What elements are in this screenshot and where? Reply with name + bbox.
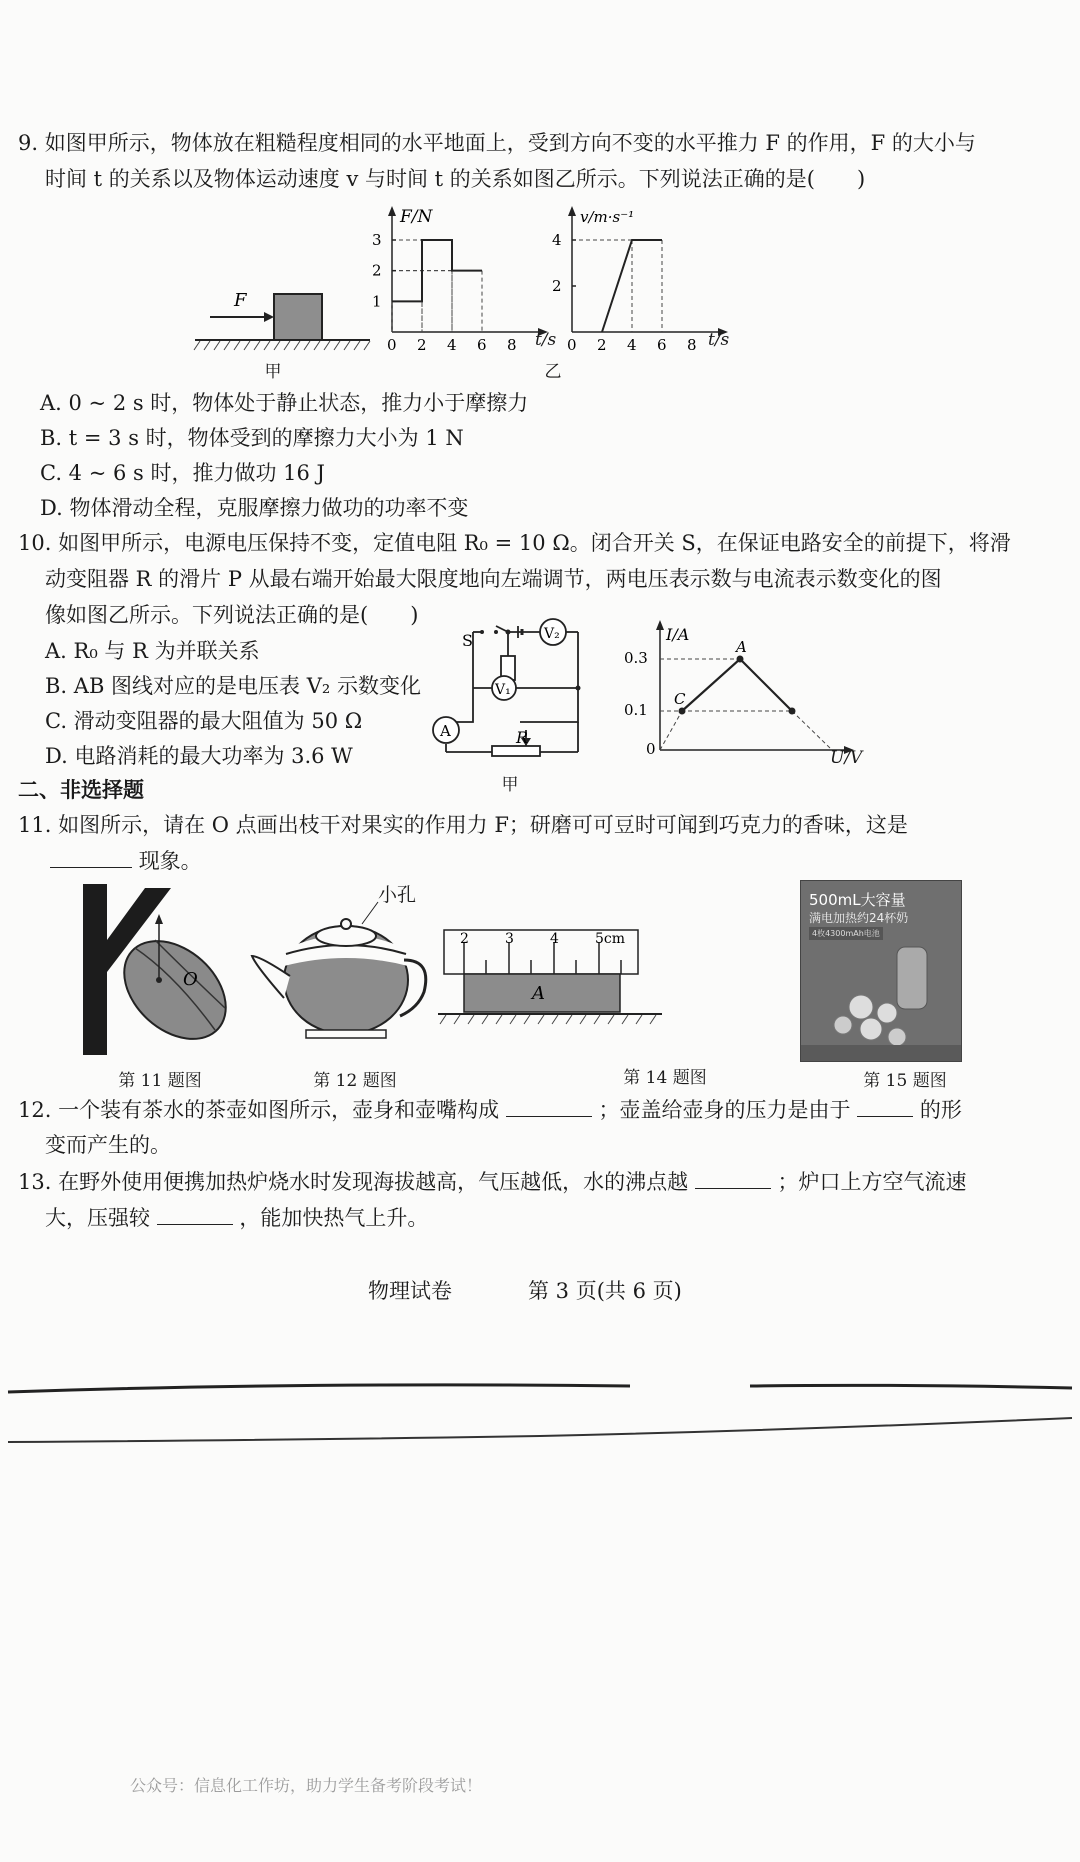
q9-option-b[interactable]: B. t = 3 s 时，物体受到的摩擦力大小为 1 N: [40, 426, 464, 450]
q11-line2: 现象。: [50, 845, 202, 876]
scan-artifact-lines: [0, 1370, 1080, 1490]
switch-label: S: [462, 631, 473, 650]
y-tick-0.3: 0.3: [624, 649, 648, 667]
f-y-tick-3: 3: [372, 231, 382, 249]
point-c: [679, 708, 686, 715]
y-axis-label: v/m·s⁻¹: [580, 208, 635, 226]
q9-line2: 时间 t 的关系以及物体运动速度 v 与时间 t 的关系如图乙所示。下列说法正确的是( ): [45, 167, 866, 191]
v-x-tick-8: 8: [687, 336, 697, 354]
fig15-ad-line2: 满电加热约24杯奶: [809, 911, 909, 925]
f-x-axis-label: t/s: [535, 330, 557, 350]
q10-iu-graph: [620, 612, 865, 772]
point-a-label: A: [736, 638, 747, 656]
q10-option-b[interactable]: B. AB 图线对应的是电压表 V₂ 示数变化: [45, 674, 421, 698]
f-x-tick-8: 8: [507, 336, 517, 354]
q10-circuit: [430, 612, 600, 767]
v2-label: V₂: [544, 626, 560, 642]
ruler-tick-3: 3: [505, 931, 514, 947]
q13-line2: 大，压强较 ，能加快热气上升。: [45, 1202, 428, 1233]
q10-line2: 动变阻器 R 的滑片 P 从最右端开始最大限度地向左端调节，两电压表示数与电流表示数变化的图: [45, 567, 942, 591]
fig12-caption: 第 12 题图: [313, 1071, 397, 1091]
q13-line1: 13. 在野外使用便携加热炉烧水时发现海拔越高，气压越低，水的沸点越 ；炉口上方空气流速: [18, 1166, 966, 1197]
q12-line2: 变而产生的。: [45, 1133, 171, 1157]
fig15-ad-line1: 500mL大容量: [809, 891, 906, 909]
point-o-label: O: [183, 969, 198, 990]
f-x-tick-4: 4: [447, 336, 457, 354]
y-tick-0.1: 0.1: [624, 701, 648, 719]
q10-line3: 像如图乙所示。下列说法正确的是( ): [45, 603, 419, 627]
q9-option-c[interactable]: C. 4 ~ 6 s 时，推力做功 16 J: [40, 461, 325, 485]
force-label: F: [234, 290, 247, 311]
fig14-ruler: [438, 928, 668, 1028]
watermark: 公众号：信息化工作坊，助力学生备考阶段考试！: [130, 1776, 483, 1795]
f-x-tick-2: 2: [417, 336, 427, 354]
v-x-tick-2: 2: [597, 336, 607, 354]
point-b: [789, 708, 796, 715]
fig12-hole-label: 小孔: [378, 884, 417, 906]
q10-line1: 10. 如图甲所示，电源电压保持不变，定值电阻 R₀ = 10 Ω。闭合开关 S，在保证电路安全的前提下，将滑: [18, 531, 1011, 555]
origin-label: 0: [646, 740, 656, 758]
v-y-tick-2: 2: [552, 277, 562, 295]
ruler-tick-5: 5cm: [595, 931, 626, 947]
ab-line: [682, 659, 792, 711]
fig14-caption: 第 14 题图: [623, 1068, 707, 1088]
teapot-lid-knob: [341, 919, 351, 929]
fig15-ad-line3: 4枚4300mAh电池: [809, 927, 883, 940]
fig15-photo: [800, 880, 962, 1062]
caption-yi: 乙: [544, 362, 562, 382]
q11-blank[interactable]: [50, 845, 132, 868]
q10-option-c[interactable]: C. 滑动变阻器的最大阻值为 50 Ω: [45, 709, 363, 733]
iu-x-axis-label: U/V: [830, 748, 863, 768]
footer-page: 第 3 页(共 6 页): [528, 1279, 682, 1303]
v-t-chart: [540, 200, 735, 360]
f-y-tick-2: 2: [372, 261, 382, 280]
section-heading: 二、非选择题: [18, 778, 144, 802]
q12-line1: 12. 一个装有茶水的茶壶如图所示，壶身和壶嘴构成 ；壶盖给壶身的压力是由于 的形: [18, 1094, 962, 1125]
block: [274, 294, 322, 340]
ruler-tick-2: 2: [460, 931, 469, 947]
v1-label: V₁: [495, 682, 511, 698]
v-x-axis-label: t/s: [708, 330, 730, 350]
q12-blank-2[interactable]: [857, 1094, 913, 1117]
fig11-cocoa: [75, 880, 240, 1055]
y-axis-label: F/N: [400, 207, 433, 227]
v-y-tick-4: 4: [552, 231, 562, 249]
ruler-tick-4: 4: [550, 931, 559, 947]
ammeter-label: A: [440, 722, 451, 740]
fig15-bottle-art: [801, 941, 961, 1061]
f-t-chart: [360, 200, 555, 360]
point-a: [737, 656, 744, 663]
f-x-tick-0: 0: [387, 336, 397, 354]
q13-blank-1[interactable]: [695, 1166, 771, 1189]
q9-option-d[interactable]: D. 物体滑动全程，克服摩擦力做功的功率不变: [40, 496, 469, 520]
caption-circuit-jia: 甲: [501, 775, 519, 795]
v-x-tick-0: 0: [567, 336, 577, 354]
f-y-tick-1: 1: [372, 292, 382, 311]
rheostat-label: R: [516, 728, 529, 747]
y-axis-label: I/A: [666, 625, 690, 644]
fig11-caption: 第 11 题图: [118, 1071, 202, 1091]
q9-line1: 9. 如图甲所示，物体放在粗糙程度相同的水平地面上，受到方向不变的水平推力 F 的作用，F 的大小与: [18, 131, 976, 155]
q10-option-d[interactable]: D. 电路消耗的最大功率为 3.6 W: [45, 744, 353, 768]
point-c-label: C: [674, 690, 686, 708]
q10-option-a[interactable]: A. R₀ 与 R 为并联关系: [45, 639, 260, 663]
q13-blank-2[interactable]: [157, 1202, 233, 1225]
block-a-label: A: [532, 983, 545, 1004]
footer-subject: 物理试卷: [368, 1279, 452, 1303]
fig15-caption: 第 15 题图: [863, 1071, 947, 1091]
q9-option-a[interactable]: A. 0 ~ 2 s 时，物体处于静止状态，推力小于摩擦力: [40, 391, 529, 415]
caption-jia: 甲: [264, 362, 282, 382]
rheostat: [492, 746, 540, 756]
f-x-tick-6: 6: [477, 336, 487, 354]
v-x-tick-4: 4: [627, 336, 637, 354]
v-x-tick-6: 6: [657, 336, 667, 354]
q11-line1: 11. 如图所示，请在 O 点画出枝干对果实的作用力 F；研磨可可豆时可闻到巧克力的香味，这是: [18, 813, 908, 837]
q12-blank-1[interactable]: [506, 1094, 592, 1117]
